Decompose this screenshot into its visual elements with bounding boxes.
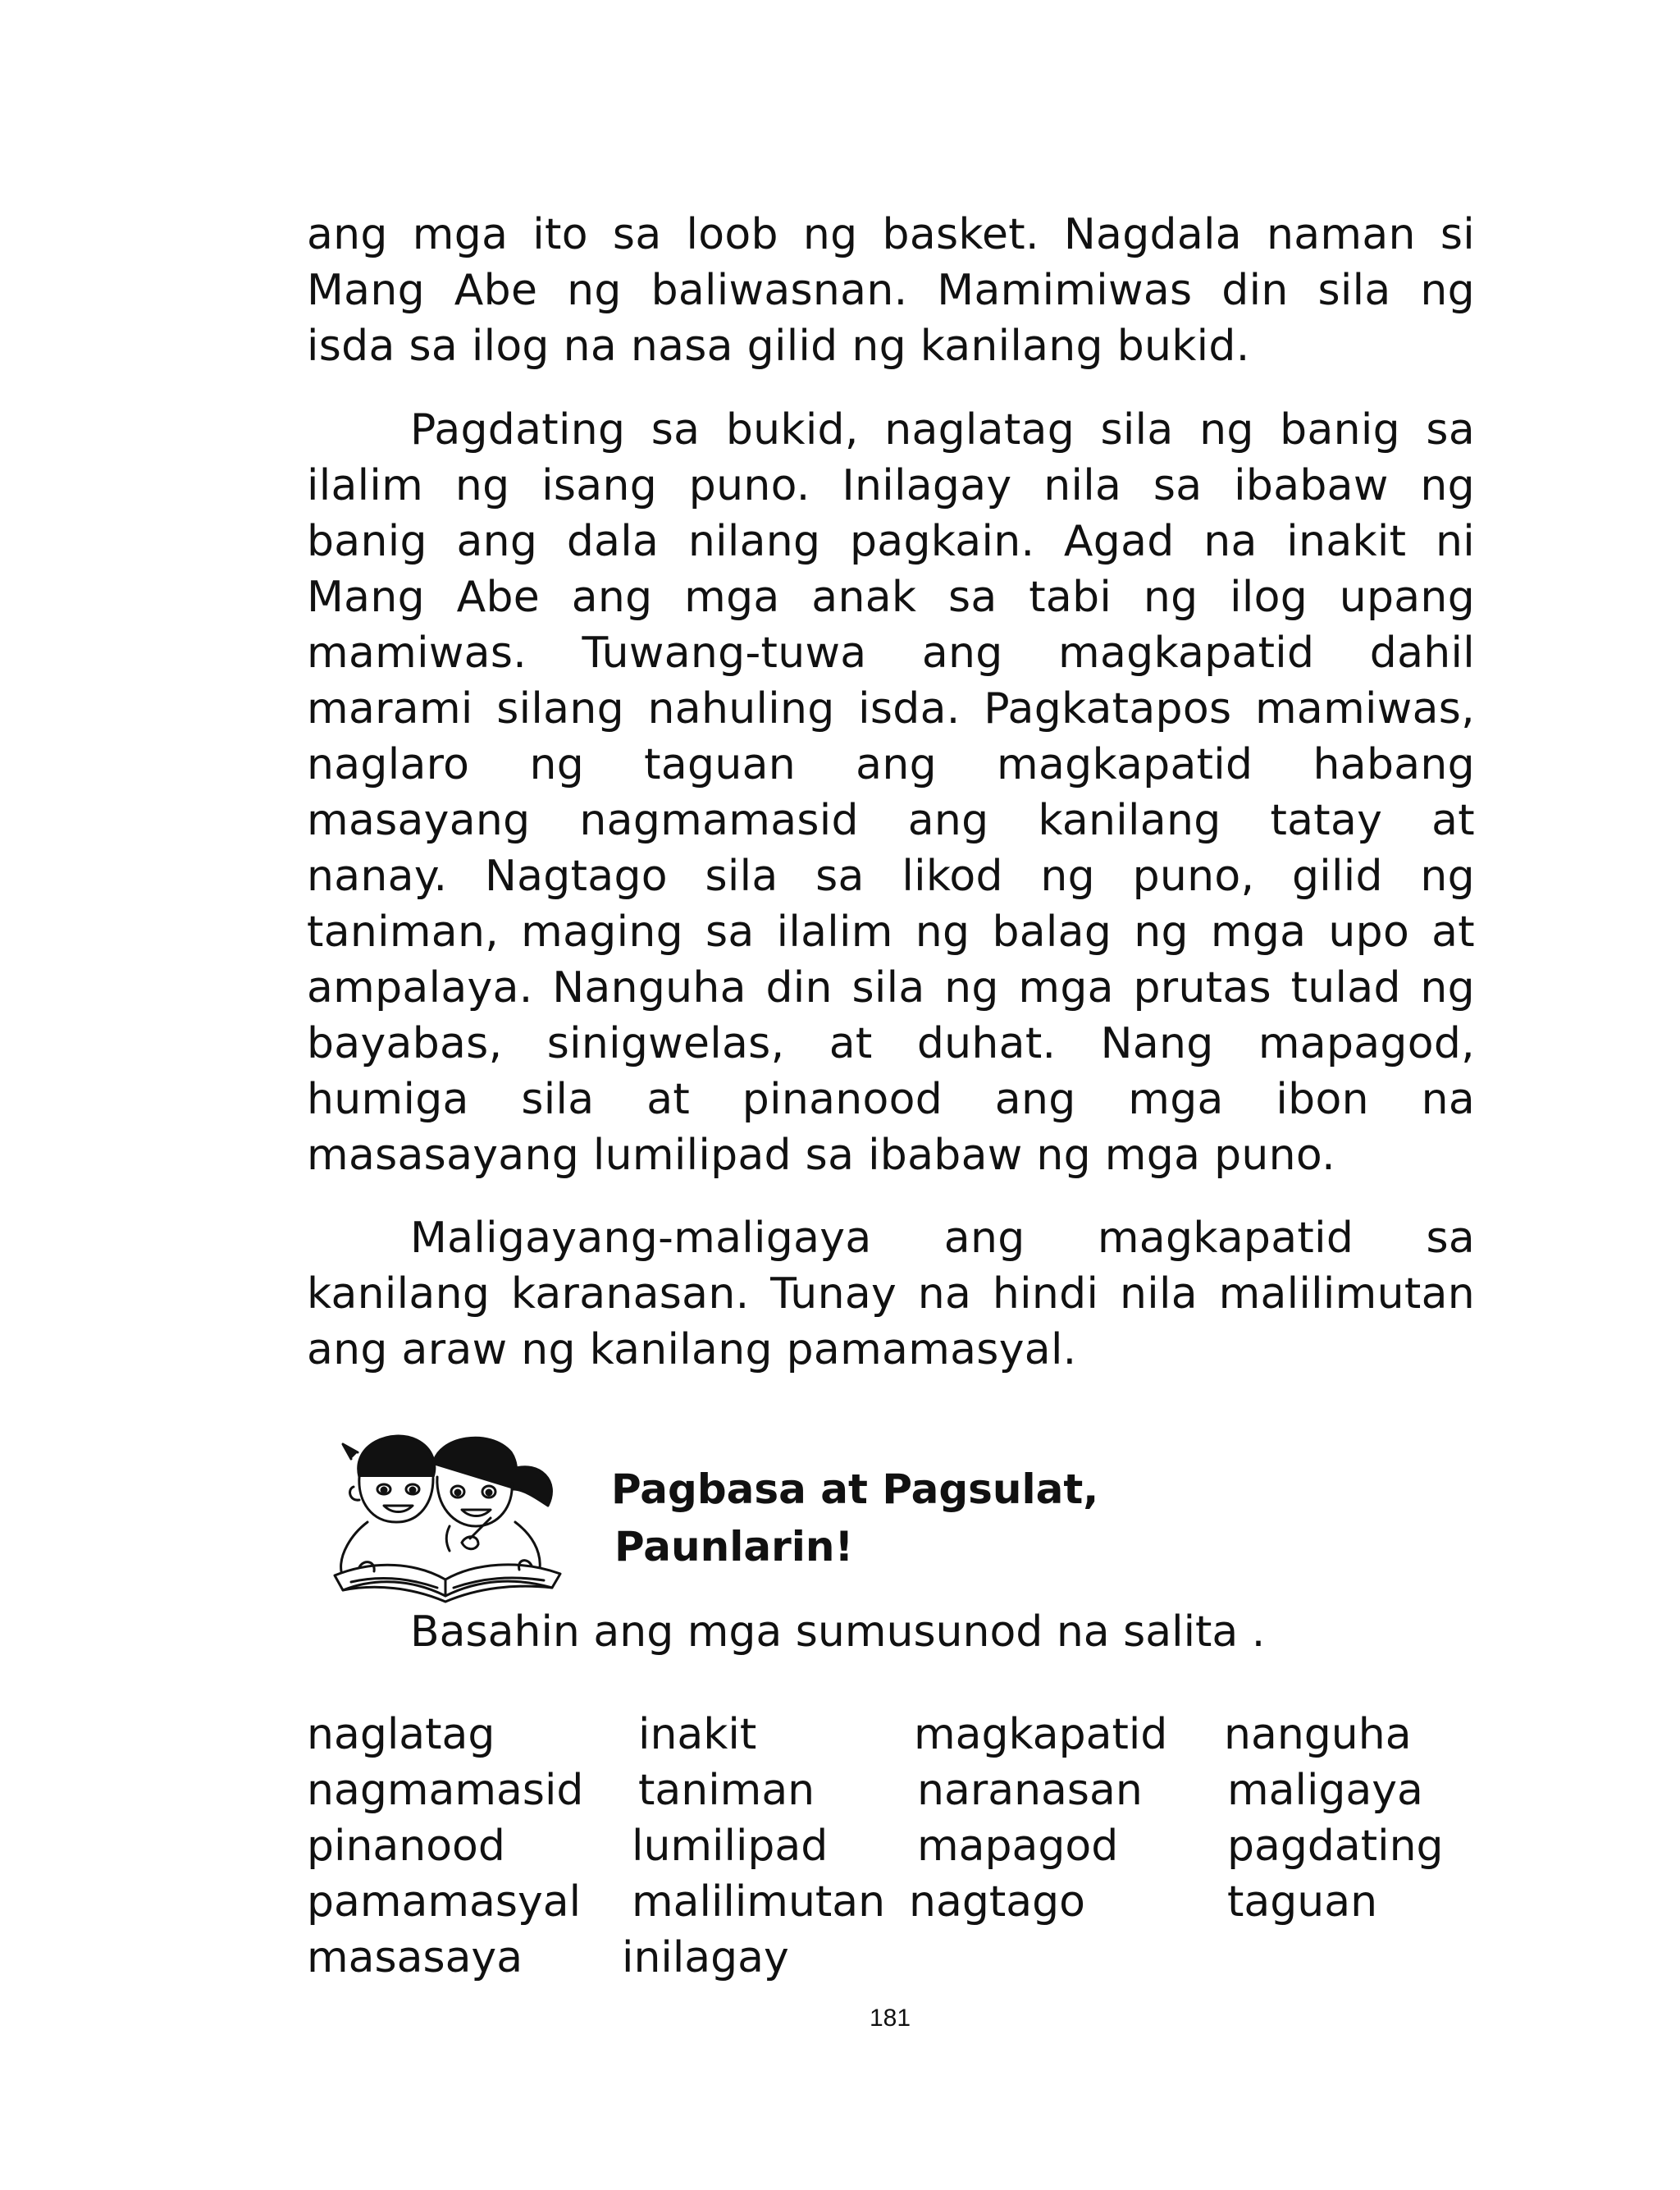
- paragraph-line: ilalim ng isang puno. Inilagay nila sa ibabaw ng: [307, 461, 1475, 510]
- page-number: 181: [869, 2005, 911, 2032]
- paragraph-line: humiga sila at pinanood ang mga ibon na: [307, 1075, 1475, 1124]
- word-item: mapagod: [917, 1822, 1119, 1871]
- children-reading-icon: [326, 1420, 573, 1608]
- paragraph-3: [307, 1210, 1475, 1378]
- word-item: maligaya: [1227, 1766, 1423, 1815]
- paragraph-line: ang araw ng kanilang pamamasyal.: [307, 1325, 1077, 1374]
- paragraph-line: naglaro ng taguan ang magkapatid habang: [307, 740, 1475, 789]
- section-heading: [611, 1461, 1098, 1575]
- section-heading-line1: Pagbasa at Pagsulat,: [611, 1465, 1099, 1513]
- section-heading-line2: Paunlarin!: [614, 1523, 854, 1570]
- paragraph-line: banig ang dala nilang pagkain. Agad na inakit ni: [307, 517, 1475, 566]
- word-item: pinanood: [307, 1822, 505, 1871]
- word-item: naranasan: [917, 1766, 1143, 1815]
- word-item: masasaya: [307, 1933, 523, 1982]
- word-item: magkapatid: [914, 1710, 1168, 1759]
- paragraph-line: mamiwas. Tuwang-tuwa ang magkapatid dahil: [307, 629, 1475, 678]
- paragraph-line: masasayang lumilipad sa ibabaw ng mga puno.: [307, 1131, 1335, 1180]
- paragraph-line: Pagdating sa bukid, naglatag sila ng banig sa: [410, 405, 1475, 455]
- paragraph-line: kanilang karanasan. Tunay na hindi nila malilimutan: [307, 1269, 1475, 1319]
- paragraph-line: nanay. Nagtago sila sa likod ng puno, gilid ng: [307, 852, 1475, 901]
- paragraph-line: Mang Abe ng baliwasnan. Mamimiwas din sila ng: [307, 266, 1475, 315]
- paragraph-2: [307, 402, 1475, 1183]
- word-item: taguan: [1227, 1877, 1378, 1927]
- paragraph-line: taniman, maging sa ilalim ng balag ng mga upo at: [307, 908, 1475, 957]
- paragraph-line: ampalaya. Nanguha din sila ng mga prutas tulad ng: [307, 963, 1475, 1013]
- paragraph-line: Maligayang-maligaya ang magkapatid sa: [410, 1214, 1475, 1263]
- paragraph-line: isda sa ilog na nasa gilid ng kanilang bukid.: [307, 322, 1250, 371]
- instruction-text: Basahin ang mga sumusunod na salita .: [410, 1607, 1266, 1657]
- word-item: inilagay: [622, 1933, 789, 1982]
- word-item: inakit: [638, 1710, 757, 1759]
- word-item: naglatag: [307, 1710, 495, 1759]
- word-item: nagtago: [909, 1877, 1085, 1927]
- children-reading-illustration: [326, 1420, 573, 1608]
- word-item: nanguha: [1224, 1710, 1412, 1759]
- paragraph-line: marami silang nahuling isda. Pagkatapos mamiwas,: [307, 684, 1475, 734]
- word-item: pagdating: [1227, 1822, 1444, 1871]
- word-item: lumilipad: [632, 1822, 829, 1871]
- paragraph-line: Mang Abe ang mga anak sa tabi ng ilog upang: [307, 573, 1475, 622]
- word-item: malilimutan: [632, 1877, 886, 1927]
- paragraph-line: bayabas, sinigwelas, at duhat. Nang mapagod,: [307, 1019, 1475, 1068]
- word-item: pamamasyal: [307, 1877, 582, 1927]
- paragraph-1: [307, 207, 1475, 374]
- word-item: nagmamasid: [307, 1766, 584, 1815]
- paragraph-line: masayang nagmamasid ang kanilang tatay at: [307, 796, 1475, 845]
- word-item: taniman: [638, 1766, 815, 1815]
- paragraph-line: ang mga ito sa loob ng basket. Nagdala naman si: [307, 210, 1475, 259]
